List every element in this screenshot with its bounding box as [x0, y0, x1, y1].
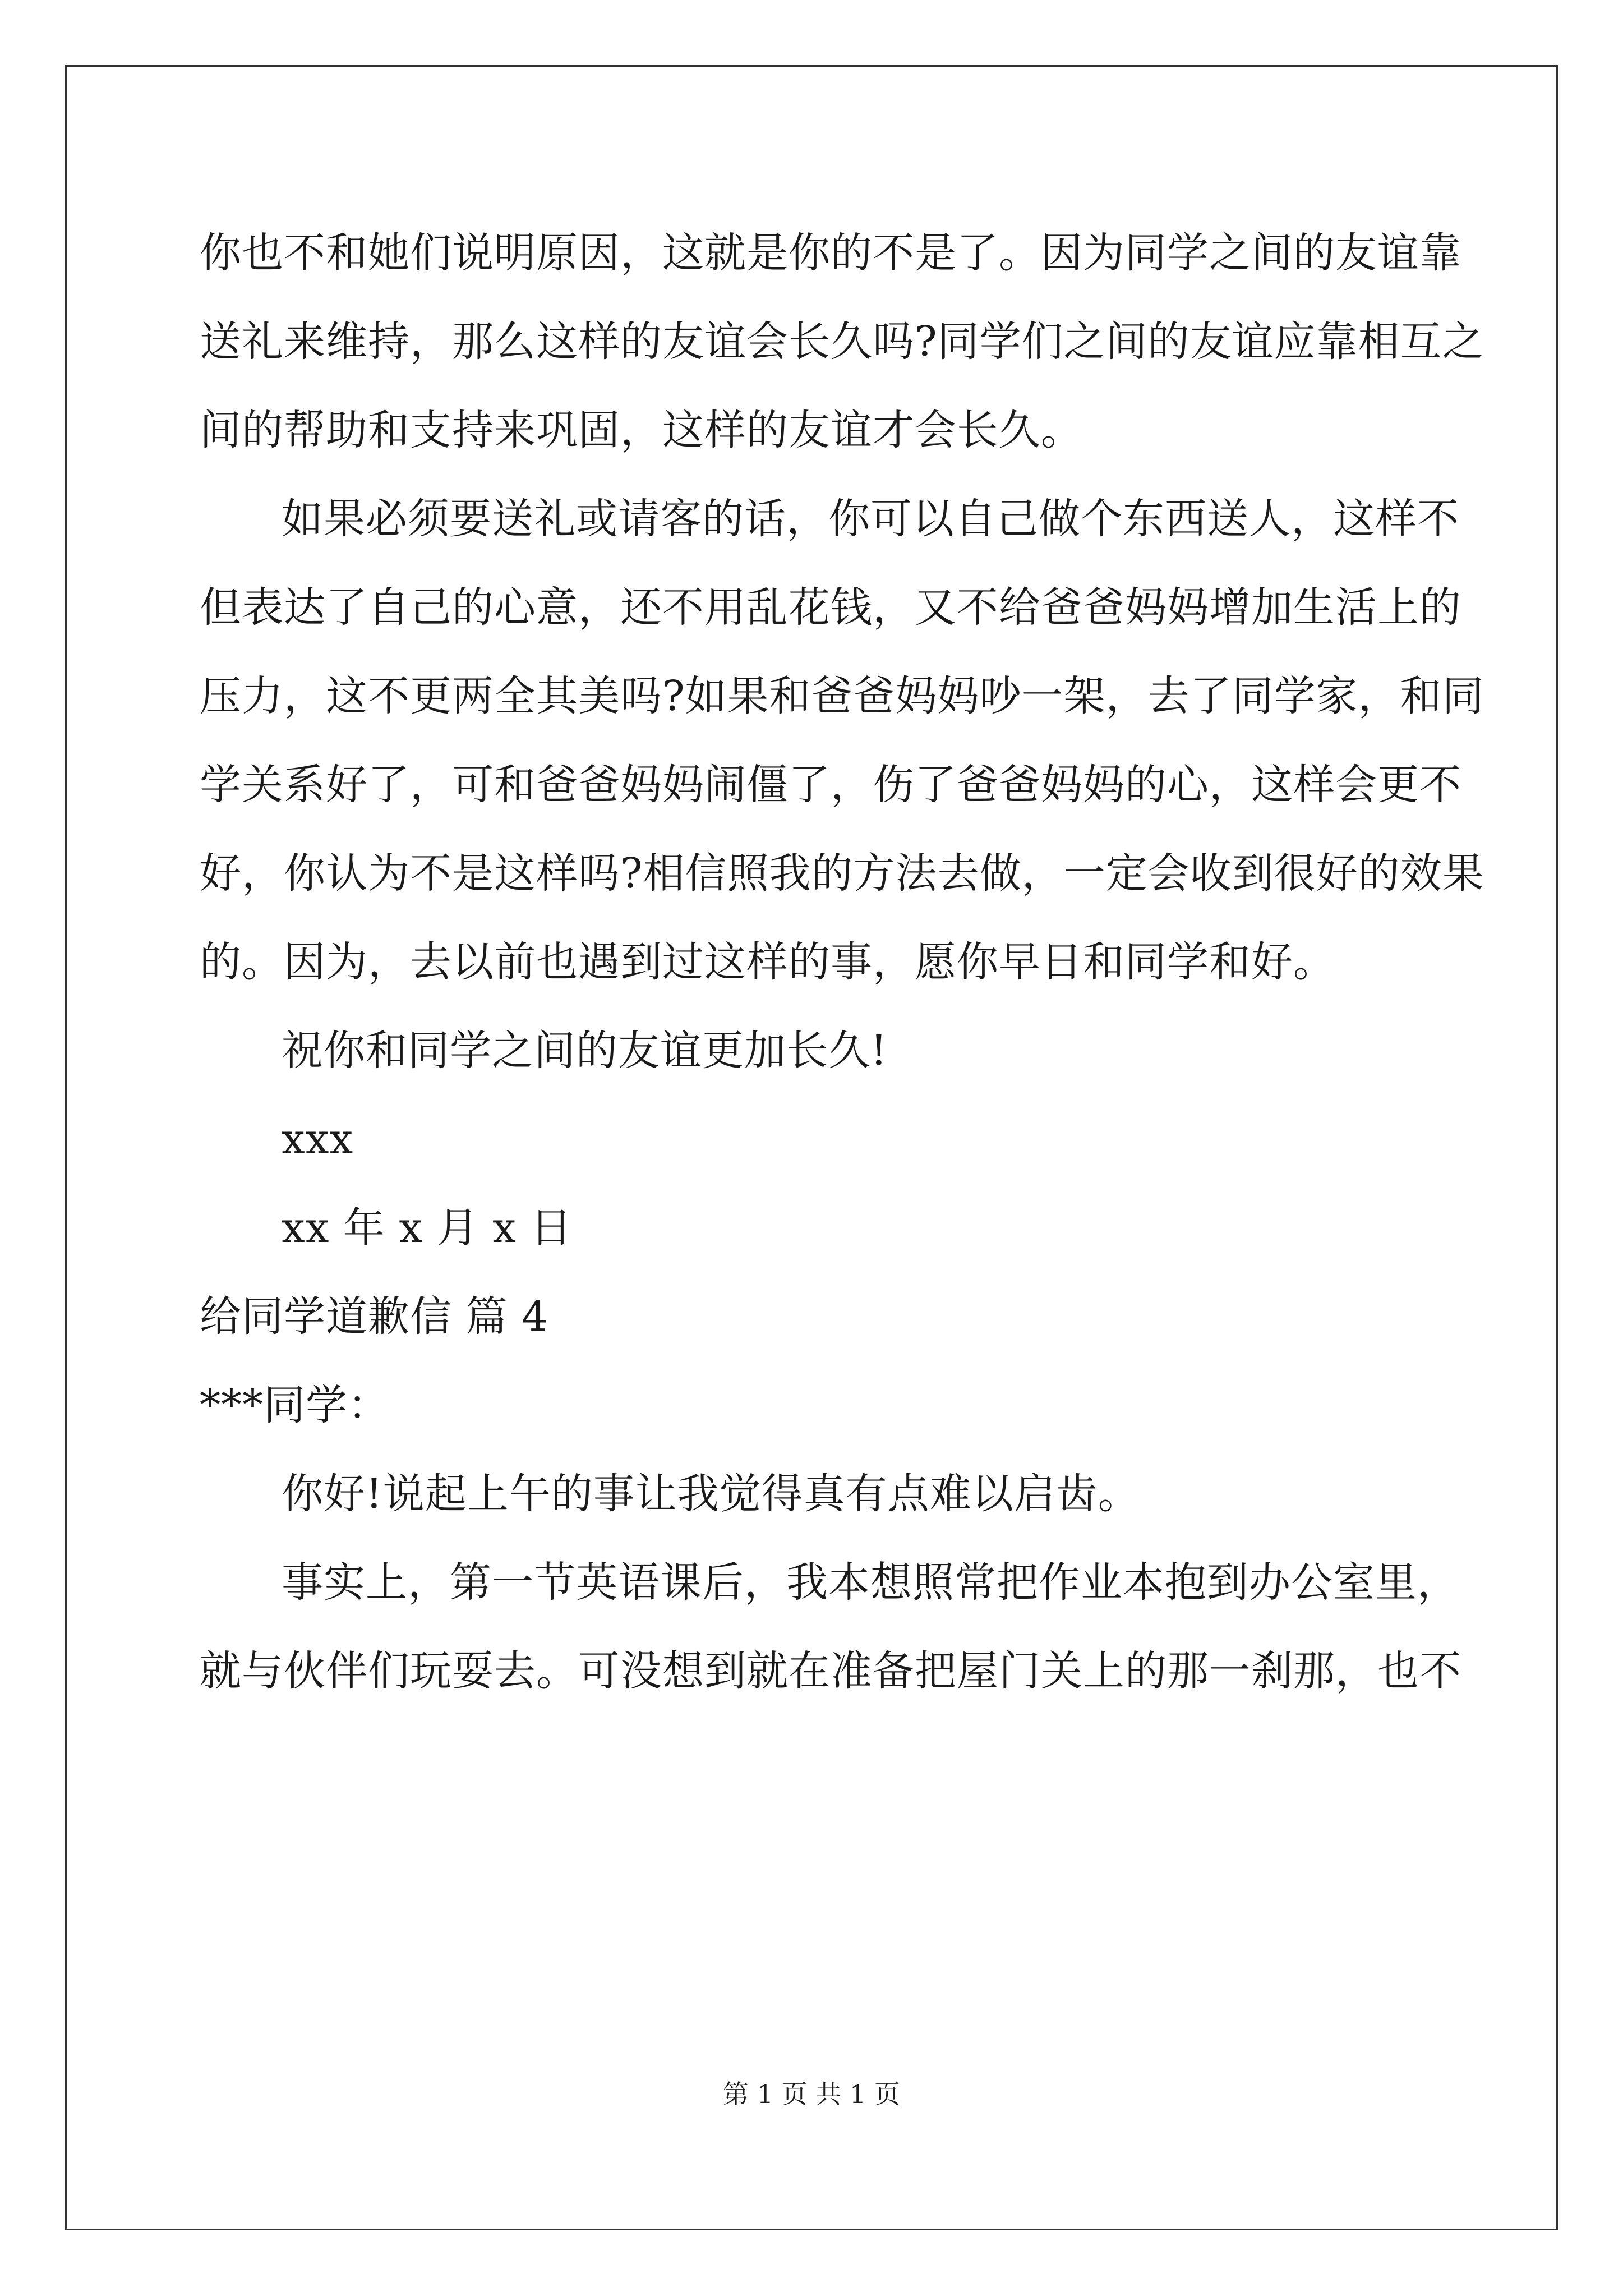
paragraph-line: 的。因为，去以前也遇到过这样的事，愿你早日和同学和好。: [200, 938, 1335, 986]
salutation: ***同学：: [200, 1381, 390, 1429]
paragraph-line: 间的帮助和支持来巩固，这样的友谊才会长久。: [200, 406, 1083, 454]
paragraph-line: 压力，这不更两全其美吗?如果和爸爸妈妈吵一架，去了同学家，和同: [200, 672, 1484, 720]
signature: xxx: [282, 1115, 354, 1163]
date-line: xx 年 x 月 x 日: [282, 1204, 573, 1252]
paragraph-line: 学关系好了，可和爸爸妈妈闹僵了，伤了爸爸妈妈的心，这样会更不: [200, 761, 1461, 809]
paragraph-line: 好，你认为不是这样吗?相信照我的方法去做，一定会收到很好的效果: [200, 849, 1484, 898]
section-heading: 给同学道歉信 篇 4: [200, 1292, 549, 1341]
paragraph-line: 你也不和她们说明原因，这就是你的不是了。因为同学之间的友谊靠: [200, 229, 1461, 277]
document-body: [200, 209, 1484, 1715]
paragraph-line: 你好!说起上午的事让我觉得真有点难以启齿。: [282, 1470, 1140, 1518]
closing-wish: 祝你和同学之间的友谊更加长久!: [282, 1027, 888, 1075]
paragraph-line: 如果必须要送礼或请客的话，你可以自己做个东西送人，这样不: [282, 495, 1459, 543]
paragraph-line: 就与伙伴们玩耍去。可没想到就在准备把屋门关上的那一刹那，也不: [200, 1647, 1461, 1695]
page-number-footer: 第 1 页 共 1 页: [723, 2079, 900, 2109]
paragraph-line: 事实上，第一节英语课后，我本想照常把作业本抱到办公室里，: [282, 1558, 1459, 1607]
paragraph-line: 但表达了自己的心意，还不用乱花钱，又不给爸爸妈妈增加生活上的: [200, 583, 1461, 632]
paragraph-line: 送礼来维持，那么这样的友谊会长久吗?同学们之间的友谊应靠相互之: [200, 318, 1484, 366]
